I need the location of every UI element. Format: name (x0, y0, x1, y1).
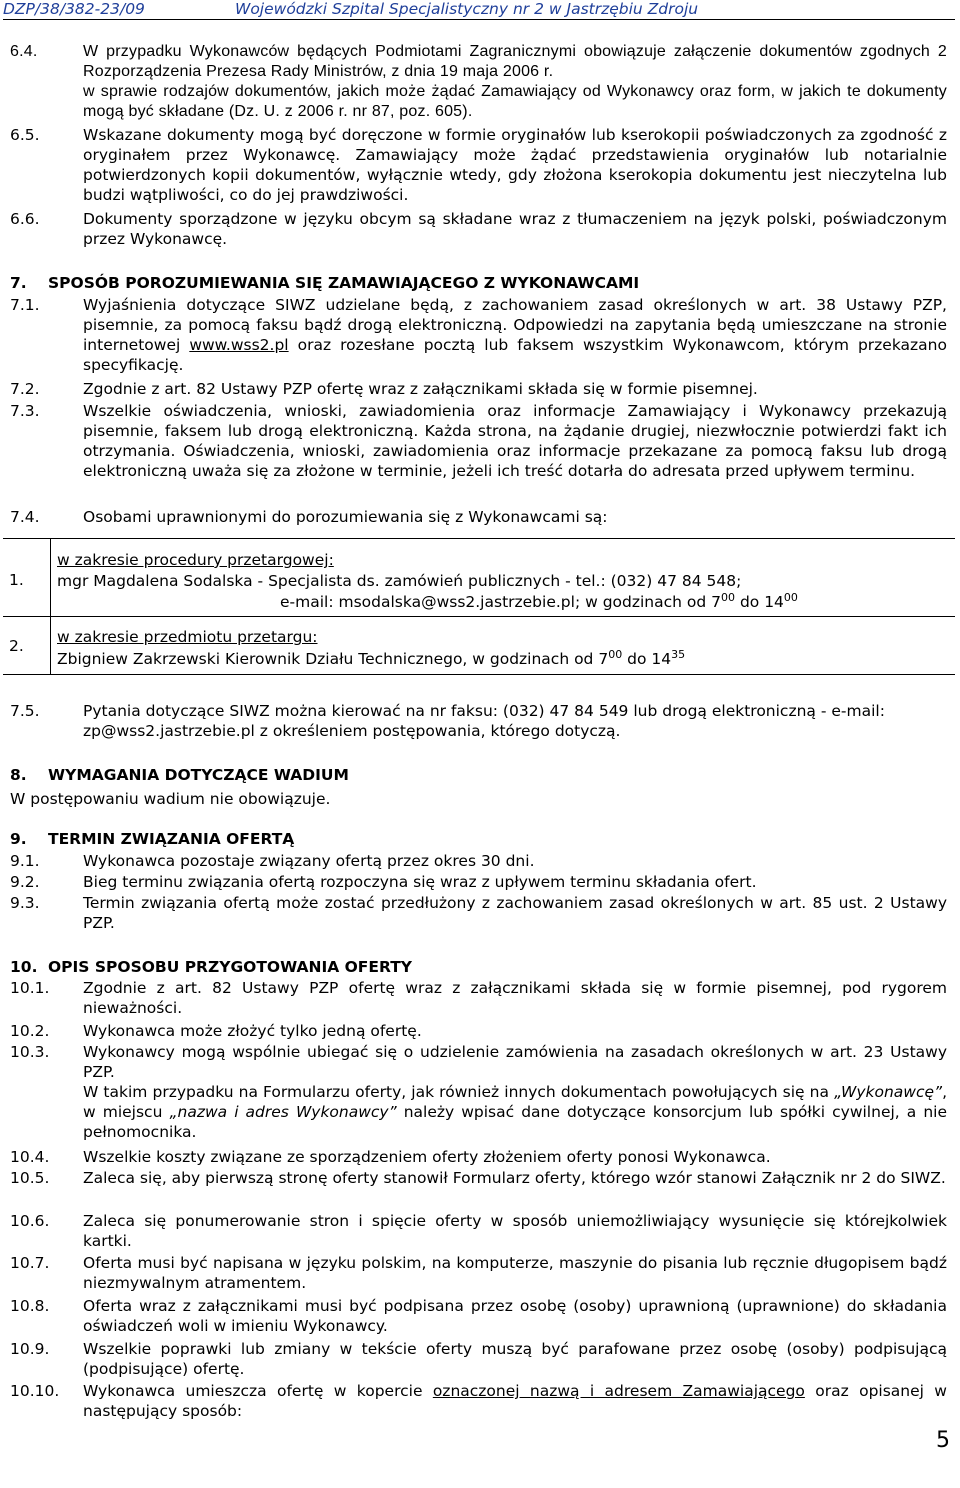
paragraph-10-3 (10, 1042, 947, 1142)
paragraph-text: Oferta musi być napisana w języku polskim, na komputerze, maszynie do pisania lub ręcznie długopisem bądź niezmywalnym atramentem. (83, 1254, 947, 1292)
paragraph-7-4 (10, 507, 947, 527)
paragraph-number: 9.3. (10, 894, 40, 912)
paragraph-number: 6.4. (10, 43, 38, 60)
paragraph-number: 10.9. (10, 1340, 50, 1358)
paragraph-text: Osobami uprawnionymi do porozumiewania się z Wykonawcami są: (83, 508, 608, 526)
section-9-heading (10, 829, 294, 849)
paragraph-9-2 (10, 872, 947, 892)
section-7-heading (10, 273, 639, 293)
paragraph-10-6 (10, 1211, 947, 1251)
section-8-heading (10, 765, 349, 785)
paragraph-text: Zaleca się ponumerowanie stron i spięcie oferty w sposób uniemożliwiający wysunięcie się którejkolwiek kartki. (83, 1212, 947, 1250)
paragraph-text: Zaleca się, aby pierwszą stronę oferty stanowił Formularz oferty, którego wzór stanowi Załącznik nr 2 do SIWZ. (83, 1169, 946, 1187)
paragraph-text: Wyjaśnienia dotyczące SIWZ udzielane będą, z zachowaniem zasad określonych w art. 38 Ustawy PZP, pisemnie, za pomocą faksu bądź drogą elektroniczną. Odpowiedzi na zapytania będą umieszczane na stronie internetowej www.wss2.pl oraz rozesłane pocztą lub faksem wszystkim Wykonawcom, którym przekazano specyfikację. (83, 296, 947, 374)
paragraph-number: 10.8. (10, 1297, 50, 1315)
paragraph-number: 10.3. (10, 1043, 50, 1061)
section-title: OPIS SPOSOBU PRZYGOTOWANIA OFERTY (48, 958, 413, 976)
paragraph-number: 6.6. (10, 210, 40, 228)
paragraph-number: 7.2. (10, 380, 40, 398)
paragraph-number: 7.3. (10, 402, 40, 420)
paragraph-number: 9.2. (10, 873, 40, 891)
hospital-name: Wojewódzki Szpital Specjalistyczny nr 2 w Jastrzębiu Zdroju (235, 0, 699, 18)
section-title: SPOSÓB POROZUMIEWANIA SIĘ ZAMAWIAJĄCEGO Z WYKONAWCAMI (48, 274, 640, 292)
paragraph-10-9 (10, 1339, 947, 1379)
paragraph-number: 7.1. (10, 296, 40, 314)
paragraph-text: Termin związania ofertą może zostać przedłużony z zachowaniem zasad określonych w art. 85 ust. 2 Ustawy PZP. (83, 894, 947, 932)
document-reference: DZP/38/382-23/09 (3, 0, 145, 18)
section-8-text: W postępowaniu wadium nie obowiązuje. (10, 790, 331, 808)
website-link[interactable]: www.wss2.pl (189, 336, 289, 354)
paragraph-10-8 (10, 1296, 947, 1336)
paragraph-text: Dokumenty sporządzone w języku obcym są składane wraz z tłumaczeniem na język polski, poświadczonym przez Wykonawcę. (83, 210, 947, 248)
paragraph-7-1 (10, 295, 947, 375)
paragraph-number: 10.1. (10, 979, 50, 997)
paragraph-10-10 (10, 1381, 947, 1421)
paragraph-text-continued: w sprawie rodzajów dokumentów, jakich może żądać Zamawiający od Wykonawcy oraz form, w jakich te dokumenty mogą być składane (Dz. U. z 2006 r. nr 87, poz. 605). (83, 83, 947, 120)
paragraph-10-2 (10, 1021, 947, 1041)
paragraph-10-7 (10, 1253, 947, 1293)
paragraph-6-5 (10, 125, 947, 205)
section-number: 8. (10, 766, 27, 784)
paragraph-number: 10.5. (10, 1169, 50, 1187)
paragraph-text: Bieg terminu związania ofertą rozpoczyna się wraz z upływem terminu składania ofert. (83, 873, 757, 891)
paragraph-number: 10.4. (10, 1148, 50, 1166)
section-title: WYMAGANIA DOTYCZĄCE WADIUM (48, 766, 349, 784)
paragraph-text: Wskazane dokumenty mogą być doręczone w formie oryginałów lub kserokopii poświadczonych za zgodność z oryginałem przez Wykonawcę. Zamawiający może żądać przedstawienia oryginałów lub notarialnie potwierdzonych kopii dokumentów, wyłącznie wtedy, gdy złożona kserokopia dokumentu jest nieczytelna lub budzi wątpliwości, co do jej prawdziwości. (83, 126, 947, 204)
contact-email-hours: e-mail: msodalska@wss2.jastrzebie.pl; w godzinach od $7^{00}$ do $14^{00}$ (280, 590, 798, 611)
paragraph-7-2 (10, 379, 947, 399)
paragraph-10-1 (10, 978, 947, 1018)
paragraph-text: Wszelkie poprawki lub zmiany w tekście oferty muszą być parafowane przez osobę (osoby) podpisującą (podpisujące) ofertę. (83, 1340, 947, 1378)
paragraph-9-3 (10, 893, 947, 933)
paragraph-text: Wykonawca umieszcza ofertę w kopercie oznaczonej nazwą i adresem Zamawiającego oraz opisanej w następujący sposób: (83, 1382, 947, 1420)
paragraph-text: Wykonawca może złożyć tylko jedną ofertę. (83, 1022, 422, 1040)
paragraph-text: Pytania dotyczące SIWZ można kierować na nr faksu: (032) 47 84 549 lub drogą elektroniczną - e-mail: zp@wss2.jastrzebie.pl z określeniem postępowania, którego dotyczą. (83, 702, 885, 740)
paragraph-number: 10.10. (10, 1382, 60, 1400)
contact-number: 1. (9, 571, 24, 589)
paragraph-text: Zgodnie z art. 82 Ustawy PZP ofertę wraz z załącznikami składa się w formie pisemnej. (83, 380, 758, 398)
contact-scope: w zakresie procedury przetargowej: (57, 551, 334, 569)
paragraph-text: Wykonawca pozostaje związany ofertą przez okres 30 dni. (83, 852, 535, 870)
paragraph-text-consortium: W takim przypadku na Formularzu oferty, jak również innych dokumentach powołujących się na „Wykonawcę”, w miejscu „nazwa i adres Wykonawcy” należy wpisać dane dotyczące konsorcjum lub spółki cywilnej, a nie pełnomocnika. (83, 1083, 947, 1141)
section-number: 10. (10, 958, 38, 976)
paragraph-9-1 (10, 851, 947, 871)
paragraph-number: 10.2. (10, 1022, 50, 1040)
section-number: 9. (10, 830, 27, 848)
paragraph-number: 9.1. (10, 852, 40, 870)
section-number: 7. (10, 274, 27, 292)
table-divider (50, 539, 51, 674)
contact-persons-table (3, 538, 955, 675)
contact-details: mgr Magdalena Sodalska - Specjalista ds. zamówień publicznych - tel.: (032) 47 84 548; (57, 572, 742, 590)
paragraph-6-6 (10, 209, 947, 249)
section-10-heading (10, 957, 412, 977)
paragraph-10-5 (10, 1168, 947, 1188)
paragraph-text: Oferta wraz z załącznikami musi być podpisana przez osobę (osoby) uprawnioną (uprawnione) do składania oświadczeń woli w imieniu Wykonawcy. (83, 1297, 947, 1335)
paragraph-text: W przypadku Wykonawców będących Podmiotami Zagranicznymi obowiązuje załączenie dokumentów zgodnych 2 Rozporządzenia Prezesa Rady Ministrów, z dnia 19 maja 2006 r. (83, 43, 947, 80)
paragraph-text: Wykonawcy mogą wspólnie ubiegać się o udzielenie zamówienia na zasadach określonych w art. 23 Ustawy PZP. (83, 1043, 947, 1081)
table-row-divider (3, 616, 955, 617)
contact-details: Zbigniew Zakrzewski Kierownik Działu Technicznego, w godzinach od $7^{00}$ do $14^{35}$ (57, 647, 686, 668)
paragraph-7-5 (10, 701, 947, 741)
paragraph-text: Zgodnie z art. 82 Ustawy PZP ofertę wraz z załącznikami składa się w formie pisemnej, pod rygorem nieważności. (83, 979, 947, 1017)
paragraph-text: Wszelkie oświadczenia, wnioski, zawiadomienia oraz informacje Zamawiający i Wykonawcy przekazują pisemnie, faksem lub drogą elektroniczną. Każda strona, na żądanie drugiej, niezwłocznie potwierdzi fakt ich otrzymania. Oświadczenia, wnioski, zawiadomienia oraz informacje przekazane za pomocą faksu lub drogą elektroniczną uważa się za złożone w terminie, jeżeli ich treść dotarła do adresata przed upływem terminu. (83, 402, 947, 480)
paragraph-number: 10.7. (10, 1254, 50, 1272)
paragraph-6-4 (10, 42, 947, 122)
page-header (3, 1, 955, 20)
paragraph-number: 7.4. (10, 508, 40, 526)
page-number: 5 (936, 1428, 950, 1453)
contact-number: 2. (9, 637, 24, 655)
section-title: TERMIN ZWIĄZANIA OFERTĄ (48, 830, 295, 848)
contact-scope: w zakresie przedmiotu przetargu: (57, 628, 318, 646)
paragraph-7-3 (10, 401, 947, 481)
paragraph-number: 6.5. (10, 126, 40, 144)
paragraph-number: 10.6. (10, 1212, 50, 1230)
paragraph-number: 7.5. (10, 702, 40, 720)
paragraph-10-4 (10, 1147, 947, 1167)
paragraph-text: Wszelkie koszty związane ze sporządzeniem oferty złożeniem oferty ponosi Wykonawca. (83, 1148, 771, 1166)
